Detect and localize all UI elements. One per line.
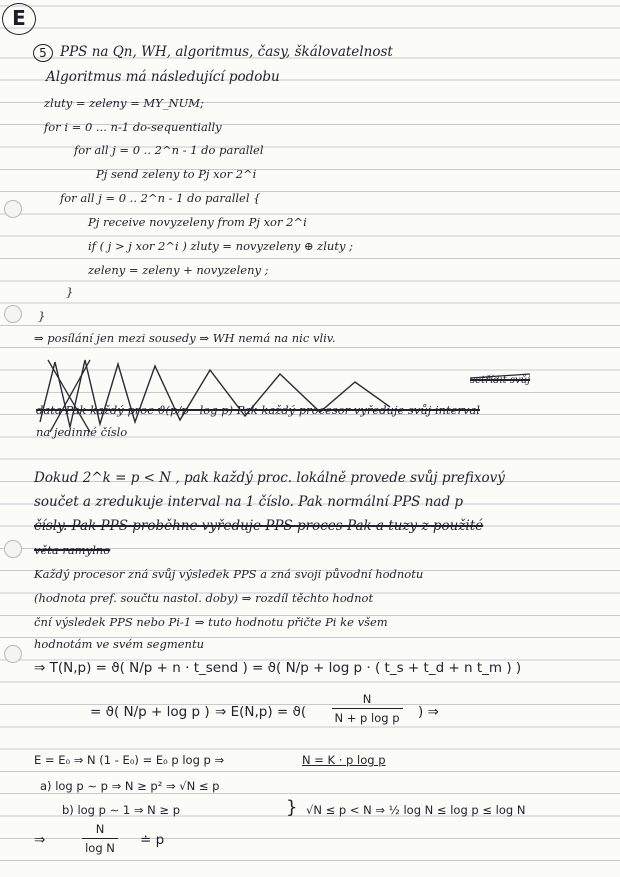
section-line: Dokud 2^k = p < N , pak každý proc. lokálně provede svůj prefixový (34, 470, 505, 486)
punch-hole (4, 305, 22, 323)
struck-line: věta ramylno (34, 543, 111, 557)
section-line: hodnotám ve svém segmentu (34, 637, 204, 651)
punch-hole (4, 645, 22, 663)
time-simplified: = ϑ( N/p + log p ) (90, 704, 210, 720)
question-title: PPS na Qn, WH, algoritmus, časy, škálovatelnost (60, 44, 393, 60)
case-a: a) log p ∼ p ⇒ N ≥ p² ⇒ √N ≤ p (40, 779, 220, 793)
code-line: for i = 0 ... n-1 do-sequentially (44, 120, 222, 134)
code-line: } (38, 309, 46, 323)
section-line: čísly. Pak PPS proběhne vyředuje PPS proces Pak a tuzy z použité (34, 518, 484, 534)
final-fraction (70, 820, 130, 857)
time-equation: ⇒ T(N,p) = ϑ( N/p + n · t_send ) = ϑ( N/p + log p · ( t_s + t_d + n t_m ) ) (34, 660, 522, 676)
code-line: for all j = 0 .. 2^n - 1 do parallel (74, 143, 264, 157)
efficiency-label: ⇒ E(N,p) = ϑ( (215, 704, 307, 720)
fraction-numerator: N (332, 690, 403, 709)
code-line: Pj send zeleny to Pj xor 2^i (96, 167, 257, 181)
code-line: } (66, 285, 74, 299)
isoefficiency-result: N = K · p log p (302, 753, 386, 767)
section-line: Každý procesor zná svůj výsledek PPS a zná svoji původní hodnotu (34, 567, 424, 581)
final-result: ≐ p (140, 832, 165, 848)
section-line: (hodnota pref. součtu nastol. doby) ⇒ rozdíl těchto hodnot (34, 591, 374, 605)
final-arrow: ⇒ (34, 832, 46, 848)
code-line: for all j = 0 .. 2^n - 1 do parallel { (60, 191, 261, 205)
struck-text-above: setřídit svůj (470, 375, 531, 386)
fraction-denominator: N + p log p (334, 711, 400, 725)
code-line: zluty = zeleny = MY_NUM; (44, 96, 204, 110)
fraction-denominator: log N (85, 841, 115, 855)
brace: } (286, 797, 298, 818)
punch-hole (4, 200, 22, 218)
question-number: 5 (33, 44, 53, 62)
wh-note: ⇒ posílání jen mezi sousedy ⇒ WH nemá na nic vliv. (34, 331, 336, 345)
algorithm-intro: Algoritmus má následující podobu (46, 69, 280, 85)
fraction-numerator: N (82, 820, 118, 839)
log-bounds: √N ≤ p < N ⇒ ½ log N ≤ log p ≤ log N (306, 803, 526, 817)
punch-hole (4, 540, 22, 558)
code-line: zeleny = zeleny + novyzeleny ; (88, 263, 269, 277)
struck-text-line: na jedinné číslo (36, 425, 128, 439)
efficiency-tail: ) ⇒ (418, 704, 439, 720)
case-b: b) log p ∼ 1 ⇒ N ≥ p (62, 803, 180, 817)
section-line: ční výsledek PPS nebo Pi-1 ⇒ tuto hodnotu přičte Pi ke všem (34, 615, 388, 629)
efficiency-fraction (317, 690, 417, 727)
isoefficiency-line: E = E₀ ⇒ N (1 - E₀) = E₀ p log p ⇒ (34, 753, 225, 767)
exam-letter-mark: E (2, 3, 36, 35)
code-line: Pj receive novyzeleny from Pj xor 2^i (88, 215, 307, 229)
section-line: součet a zredukuje interval na 1 číslo. Pak normální PPS nad p (34, 494, 464, 510)
code-line: if ( j > j xor 2^i ) zluty = novyzeleny ⊕ zluty ; (88, 239, 353, 253)
struck-text-line: data Pak každý proc ϑ(p/p · log p) Pak každý procesor vyředuje svůj interval (36, 403, 480, 417)
